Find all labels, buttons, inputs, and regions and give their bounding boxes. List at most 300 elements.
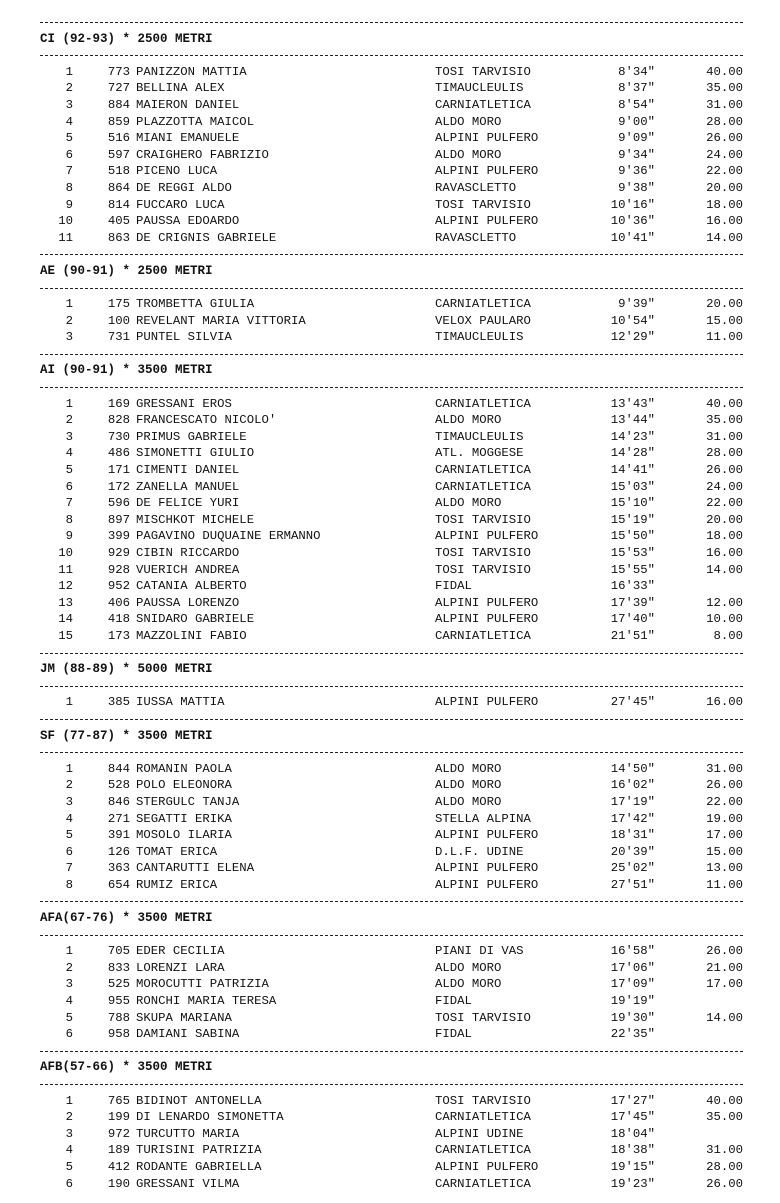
result-row (0, 313, 780, 330)
club-name: ATL. MOGGESE (435, 446, 524, 461)
bib-number: 172 (107, 479, 130, 494)
club-name: ALDO MORO (435, 761, 502, 776)
points: 28.00 (706, 114, 743, 129)
finish-time: 15'55" (610, 562, 655, 577)
position: 7 (65, 861, 73, 876)
position: 3 (65, 330, 73, 345)
result-row (0, 877, 780, 894)
position: 2 (65, 960, 73, 975)
position: 9 (65, 197, 73, 212)
bib-number: 864 (107, 180, 130, 195)
position: 5 (65, 131, 73, 146)
category-section (0, 1043, 780, 1192)
club-name: CARNIATLETICA (435, 1110, 531, 1125)
position: 14 (58, 612, 73, 627)
club-name: D.L.F. UDINE (435, 844, 524, 859)
athlete-name: RODANTE GABRIELLA (136, 1159, 262, 1174)
result-row (0, 611, 780, 628)
result-row (0, 412, 780, 429)
athlete-name: MOROCUTTI PATRIZIA (136, 977, 269, 992)
points: 16.00 (706, 695, 743, 710)
position: 2 (65, 778, 73, 793)
finish-time: 15'10" (610, 496, 655, 511)
finish-time: 10'54" (610, 313, 655, 328)
athlete-name: MOSOLO ILARIA (136, 828, 232, 843)
dashed-rule (0, 14, 780, 31)
points: 20.00 (706, 297, 743, 312)
bib-number: 486 (107, 446, 130, 461)
club-name: CARNIATLETICA (435, 97, 531, 112)
club-name: RAVASCLETTO (435, 180, 517, 195)
club-name: TOSI TARVISIO (435, 546, 531, 560)
position: 6 (65, 147, 73, 162)
position: 1 (65, 1093, 73, 1108)
bib-number: 955 (107, 994, 130, 1009)
bib-number: 412 (107, 1159, 130, 1174)
athlete-name: PAUSSA EDOARDO (136, 214, 240, 229)
finish-time: 15'50" (610, 529, 655, 544)
athlete-name: TURISINI PATRIZIA (136, 1143, 262, 1158)
points: 20.00 (706, 180, 743, 195)
athlete-name: MAZZOLINI FABIO (136, 628, 247, 643)
finish-time: 13'43" (610, 396, 655, 411)
bib-number: 928 (107, 562, 130, 577)
result-row (0, 993, 780, 1010)
dashed-rule (0, 645, 780, 662)
bib-number: 271 (107, 811, 130, 826)
category-title: CI (92-93) * 2500 METRI (40, 31, 213, 46)
bib-number: 654 (107, 877, 130, 892)
bib-number: 958 (107, 1027, 130, 1042)
points: 24.00 (706, 147, 743, 162)
club-name: ALPINI PULFERO (435, 612, 539, 627)
points: 24.00 (706, 479, 743, 494)
dashed-rule (0, 47, 780, 64)
result-row (0, 1010, 780, 1027)
finish-time: 15'19" (610, 512, 655, 527)
dashed-rule (0, 1076, 780, 1093)
points: 16.00 (706, 214, 743, 229)
bib-number: 100 (107, 313, 130, 328)
points: 16.00 (706, 546, 743, 560)
points: 18.00 (706, 529, 743, 544)
club-name: FIDAL (435, 579, 472, 594)
finish-time: 18'04" (610, 1126, 655, 1141)
position: 1 (65, 396, 73, 411)
points: 26.00 (706, 778, 743, 793)
finish-time: 17'06" (610, 960, 655, 975)
result-row (0, 396, 780, 413)
position: 13 (58, 595, 73, 610)
finish-time: 18'38" (610, 1143, 655, 1158)
bib-number: 516 (107, 131, 130, 146)
position: 3 (65, 794, 73, 809)
points: 28.00 (706, 1159, 743, 1174)
bib-number: 597 (107, 147, 130, 162)
result-row (0, 811, 780, 828)
bib-number: 884 (107, 97, 130, 112)
club-name: ALDO MORO (435, 960, 502, 975)
result-row (0, 512, 780, 529)
points: 31.00 (706, 1143, 743, 1158)
category-section (0, 711, 780, 894)
bib-number: 773 (107, 64, 130, 79)
results-sheet (0, 14, 780, 1192)
position: 4 (65, 446, 73, 461)
club-name: PIANI DI VAS (435, 944, 524, 959)
athlete-name: BIDINOT ANTONELLA (136, 1093, 262, 1108)
points: 40.00 (706, 64, 743, 79)
position: 5 (65, 463, 73, 478)
finish-time: 17'40" (610, 612, 655, 627)
result-row (0, 329, 780, 346)
finish-time: 10'16" (610, 197, 655, 212)
result-row (0, 960, 780, 977)
position: 2 (65, 413, 73, 428)
bib-number: 173 (107, 628, 130, 643)
points: 18.00 (706, 197, 743, 212)
dashed-rule (0, 711, 780, 728)
points: 11.00 (706, 330, 743, 345)
athlete-name: LORENZI LARA (136, 960, 225, 975)
category-title: SF (77-87) * 3500 METRI (40, 728, 213, 743)
bib-number: 846 (107, 794, 130, 809)
result-row (0, 562, 780, 579)
bib-number: 169 (107, 396, 130, 411)
result-row (0, 213, 780, 230)
club-name: ALPINI PULFERO (435, 595, 539, 610)
finish-time: 9'38" (618, 180, 655, 195)
club-name: ALPINI PULFERO (435, 1159, 539, 1174)
finish-time: 9'00" (618, 114, 655, 129)
dashed-rule (0, 246, 780, 263)
finish-time: 12'29" (610, 330, 655, 345)
athlete-name: MIANI EMANUELE (136, 131, 240, 146)
position: 15 (58, 628, 73, 643)
finish-time: 9'36" (618, 164, 655, 179)
position: 7 (65, 496, 73, 511)
bib-number: 731 (107, 330, 130, 345)
position: 8 (65, 877, 73, 892)
position: 5 (65, 1159, 73, 1174)
athlete-name: FRANCESCATO NICOLO' (136, 413, 277, 428)
position: 5 (65, 828, 73, 843)
club-name: STELLA ALPINA (435, 811, 531, 826)
finish-time: 14'28" (610, 446, 655, 461)
result-row (0, 163, 780, 180)
athlete-name: MAIERON DANIEL (136, 97, 240, 112)
result-row (0, 429, 780, 446)
bib-number: 363 (107, 861, 130, 876)
result-row (0, 1176, 780, 1193)
points: 15.00 (706, 844, 743, 859)
category-section (0, 645, 780, 711)
points: 17.00 (706, 977, 743, 992)
result-row (0, 1093, 780, 1110)
dashed-rule (0, 893, 780, 910)
result-row (0, 445, 780, 462)
result-row (0, 1109, 780, 1126)
result-row (0, 528, 780, 545)
result-row (0, 545, 780, 562)
result-row (0, 114, 780, 131)
result-row (0, 296, 780, 313)
finish-time: 19'19" (610, 994, 655, 1009)
bib-number: 972 (107, 1126, 130, 1141)
athlete-name: SKUPA MARIANA (136, 1010, 232, 1025)
finish-time: 13'44" (610, 413, 655, 428)
club-name: TOSI TARVISIO (435, 64, 531, 79)
athlete-name: RUMIZ ERICA (136, 877, 218, 892)
position: 11 (58, 230, 73, 245)
points: 11.00 (706, 877, 743, 892)
position: 4 (65, 114, 73, 129)
finish-time: 25'02" (610, 861, 655, 876)
club-name: CARNIATLETICA (435, 297, 531, 312)
points: 14.00 (706, 562, 743, 577)
position: 12 (58, 579, 73, 594)
finish-time: 19'15" (610, 1159, 655, 1174)
bib-number: 189 (107, 1143, 130, 1158)
points: 22.00 (706, 496, 743, 511)
finish-time: 14'23" (610, 429, 655, 444)
result-row (0, 130, 780, 147)
bib-number: 952 (107, 579, 130, 594)
club-name: TIMAUCLEULIS (435, 330, 524, 345)
position: 4 (65, 811, 73, 826)
club-name: ALPINI PULFERO (435, 529, 539, 544)
position: 6 (65, 844, 73, 859)
dashed-rule (0, 927, 780, 944)
bib-number: 199 (107, 1110, 130, 1125)
finish-time: 9'34" (618, 147, 655, 162)
category-section (0, 893, 780, 1042)
athlete-name: IUSSA MATTIA (136, 695, 225, 710)
athlete-name: REVELANT MARIA VITTORIA (136, 313, 306, 328)
result-row (0, 495, 780, 512)
athlete-name: SEGATTI ERIKA (136, 811, 232, 826)
athlete-name: PLAZZOTTA MAICOL (136, 114, 255, 129)
club-name: TOSI TARVISIO (435, 512, 531, 527)
dashed-rule (0, 744, 780, 761)
finish-time: 16'02" (610, 778, 655, 793)
club-name: ALPINI PULFERO (435, 861, 539, 876)
position: 6 (65, 1027, 73, 1042)
category-title: AFA(67-76) * 3500 METRI (40, 911, 213, 926)
position: 2 (65, 81, 73, 96)
athlete-name: GRESSANI VILMA (136, 1176, 240, 1191)
club-name: ALPINI PULFERO (435, 164, 539, 179)
position: 1 (65, 761, 73, 776)
athlete-name: ZANELLA MANUEL (136, 479, 240, 494)
athlete-name: CATANIA ALBERTO (136, 579, 247, 594)
bib-number: 190 (107, 1176, 130, 1191)
club-name: TIMAUCLEULIS (435, 81, 524, 96)
club-name: ALPINI PULFERO (435, 695, 539, 710)
dashed-rule (0, 379, 780, 396)
finish-time: 27'45" (610, 695, 655, 710)
result-row (0, 794, 780, 811)
athlete-name: VUERICH ANDREA (136, 562, 240, 577)
position: 11 (58, 562, 73, 577)
finish-time: 21'51" (610, 628, 655, 643)
result-row (0, 628, 780, 645)
finish-time: 17'42" (610, 811, 655, 826)
position: 10 (58, 214, 73, 229)
club-name: RAVASCLETTO (435, 230, 517, 245)
bib-number: 727 (107, 81, 130, 96)
position: 3 (65, 1126, 73, 1141)
points: 17.00 (706, 828, 743, 843)
club-name: ALPINI PULFERO (435, 828, 539, 843)
dashed-rule (0, 1043, 780, 1060)
club-name: ALPINI PULFERO (435, 877, 539, 892)
bib-number: 528 (107, 778, 130, 793)
points: 40.00 (706, 396, 743, 411)
points: 31.00 (706, 97, 743, 112)
athlete-name: POLO ELEONORA (136, 778, 232, 793)
bib-number: 391 (107, 828, 130, 843)
bib-number: 175 (107, 297, 130, 312)
points: 26.00 (706, 1176, 743, 1191)
points: 35.00 (706, 413, 743, 428)
finish-time: 19'23" (610, 1176, 655, 1191)
points: 35.00 (706, 1110, 743, 1125)
result-row (0, 147, 780, 164)
athlete-name: CIBIN RICCARDO (136, 546, 240, 560)
points: 26.00 (706, 463, 743, 478)
points: 12.00 (706, 595, 743, 610)
position: 5 (65, 1010, 73, 1025)
result-row (0, 462, 780, 479)
finish-time: 20'39" (610, 844, 655, 859)
bib-number: 525 (107, 977, 130, 992)
club-name: TIMAUCLEULIS (435, 429, 524, 444)
result-row (0, 1126, 780, 1143)
athlete-name: DE FELICE YURI (136, 496, 240, 511)
position: 1 (65, 297, 73, 312)
bib-number: 844 (107, 761, 130, 776)
athlete-name: GRESSANI EROS (136, 396, 232, 411)
athlete-name: RONCHI MARIA TERESA (136, 994, 277, 1009)
athlete-name: TURCUTTO MARIA (136, 1126, 240, 1141)
athlete-name: CANTARUTTI ELENA (136, 861, 255, 876)
bib-number: 418 (107, 612, 130, 627)
result-row (0, 180, 780, 197)
club-name: FIDAL (435, 1027, 472, 1042)
position: 4 (65, 1143, 73, 1158)
club-name: TOSI TARVISIO (435, 1010, 531, 1025)
points: 26.00 (706, 944, 743, 959)
club-name: TOSI TARVISIO (435, 562, 531, 577)
category-section (0, 346, 780, 645)
club-name: ALDO MORO (435, 114, 502, 129)
result-row (0, 97, 780, 114)
bib-number: 929 (107, 546, 130, 560)
athlete-name: DE REGGI ALDO (136, 180, 232, 195)
athlete-name: PAUSSA LORENZO (136, 595, 240, 610)
finish-time: 14'50" (610, 761, 655, 776)
position: 10 (58, 546, 73, 560)
bib-number: 399 (107, 529, 130, 544)
club-name: ALDO MORO (435, 413, 502, 428)
points: 31.00 (706, 429, 743, 444)
finish-time: 22'35" (610, 1027, 655, 1042)
result-row (0, 844, 780, 861)
category-title: AI (90-91) * 3500 METRI (40, 363, 213, 378)
points: 22.00 (706, 164, 743, 179)
category-section (0, 14, 780, 246)
bib-number: 833 (107, 960, 130, 975)
bib-number: 814 (107, 197, 130, 212)
result-row (0, 1142, 780, 1159)
position: 4 (65, 994, 73, 1009)
points: 26.00 (706, 131, 743, 146)
club-name: ALDO MORO (435, 778, 502, 793)
position: 7 (65, 164, 73, 179)
dashed-rule (0, 678, 780, 695)
bib-number: 518 (107, 164, 130, 179)
position: 1 (65, 64, 73, 79)
athlete-name: FUCCARO LUCA (136, 197, 225, 212)
bib-number: 405 (107, 214, 130, 229)
finish-time: 27'51" (610, 877, 655, 892)
position: 3 (65, 97, 73, 112)
points: 31.00 (706, 761, 743, 776)
category-title: AFB(57-66) * 3500 METRI (40, 1060, 213, 1075)
club-name: CARNIATLETICA (435, 479, 531, 494)
points: 28.00 (706, 446, 743, 461)
position: 6 (65, 479, 73, 494)
finish-time: 10'41" (610, 230, 655, 245)
athlete-name: PUNTEL SILVIA (136, 330, 232, 345)
points: 14.00 (706, 1010, 743, 1025)
club-name: ALPINI PULFERO (435, 214, 539, 229)
athlete-name: PAGAVINO DUQUAINE ERMANNO (136, 529, 321, 544)
club-name: CARNIATLETICA (435, 1176, 531, 1191)
bib-number: 730 (107, 429, 130, 444)
position: 1 (65, 944, 73, 959)
finish-time: 18'31" (610, 828, 655, 843)
points: 8.00 (713, 628, 743, 643)
position: 3 (65, 977, 73, 992)
club-name: VELOX PAULARO (435, 313, 531, 328)
category-title: JM (88-89) * 5000 METRI (40, 662, 213, 677)
athlete-name: TROMBETTA GIULIA (136, 297, 255, 312)
points: 14.00 (706, 230, 743, 245)
finish-time: 17'39" (610, 595, 655, 610)
points: 35.00 (706, 81, 743, 96)
finish-time: 17'19" (610, 794, 655, 809)
athlete-name: SIMONETTI GIULIO (136, 446, 255, 461)
category-title: AE (90-91) * 2500 METRI (40, 263, 213, 278)
athlete-name: TOMAT ERICA (136, 844, 218, 859)
points: 40.00 (706, 1093, 743, 1108)
dashed-rule (0, 346, 780, 363)
result-row (0, 1026, 780, 1043)
athlete-name: DAMIANI SABINA (136, 1027, 240, 1042)
finish-time: 15'03" (610, 479, 655, 494)
athlete-name: MISCHKOT MICHELE (136, 512, 255, 527)
finish-time: 19'30" (610, 1010, 655, 1025)
bib-number: 765 (107, 1093, 130, 1108)
points: 19.00 (706, 811, 743, 826)
points: 13.00 (706, 861, 743, 876)
club-name: ALDO MORO (435, 496, 502, 511)
position: 2 (65, 313, 73, 328)
dashed-rule (0, 280, 780, 297)
points: 15.00 (706, 313, 743, 328)
